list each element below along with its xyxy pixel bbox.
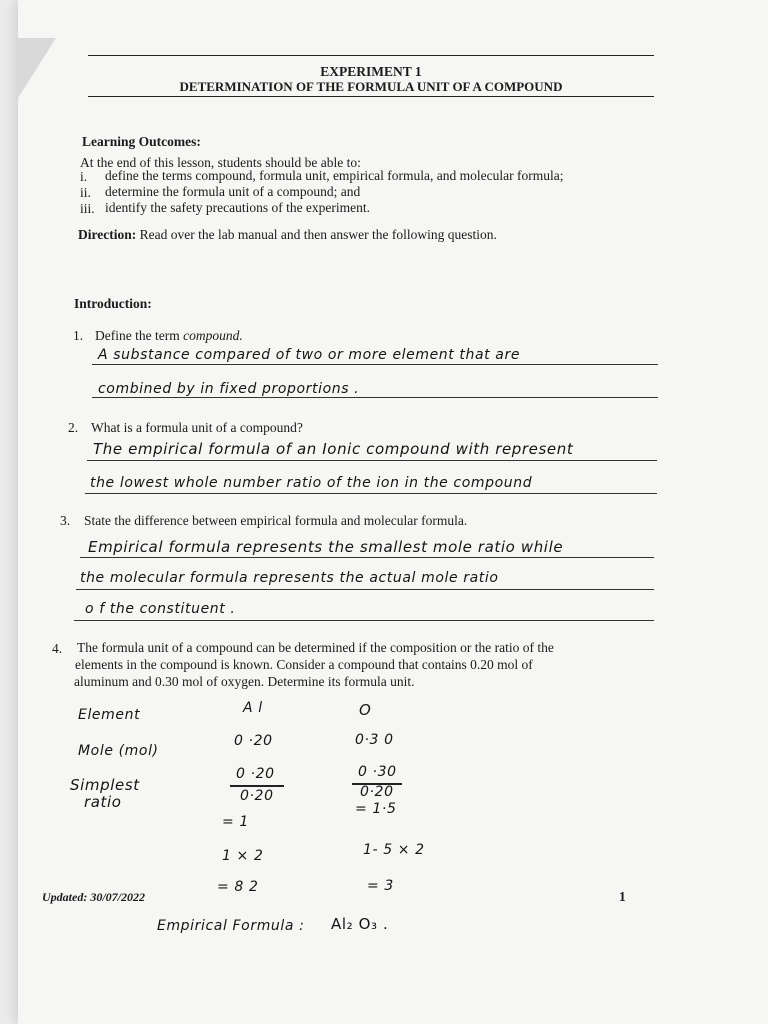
answer-rule xyxy=(76,589,654,590)
work-al-numerator: 0 ·20 xyxy=(236,766,275,782)
question-number: 4. xyxy=(52,641,63,656)
question-4-line-2: elements in the compound is known. Consider a compound that contains 0.20 mol of xyxy=(75,657,533,672)
question-2-text: What is a formula unit of a compound? xyxy=(91,420,303,435)
answer-rule xyxy=(85,493,657,494)
work-simplest-label-2: ratio xyxy=(84,793,122,811)
answer-2-line-2: the lowest whole number ratio of the ion in the compound xyxy=(90,475,533,491)
question-text: Define the term xyxy=(95,328,184,343)
answer-1-line-2: combined by in fixed proportions . xyxy=(98,381,360,397)
question-1-text xyxy=(95,328,243,344)
worksheet-page xyxy=(18,0,768,1024)
question-4-line-1: The formula unit of a compound can be determined if the composition or the ratio of the xyxy=(77,640,554,655)
work-element-label: Element xyxy=(78,707,141,723)
work-formula-label: Empirical Formula : xyxy=(157,918,305,934)
direction-line xyxy=(78,227,497,243)
question-3-text: State the difference between empirical formula and molecular formula. xyxy=(84,513,468,528)
experiment-title: DETERMINATION OF THE FORMULA UNIT OF A COMPOUND xyxy=(179,79,563,94)
question-number: 3. xyxy=(60,513,71,528)
outcome-item xyxy=(80,169,87,185)
answer-2-line-1: The empirical formula of an Ionic compound with represent xyxy=(93,440,574,458)
page-number: 1 xyxy=(619,889,626,904)
work-o-denominator: 0·20 xyxy=(360,784,394,800)
outcome-number: ii. xyxy=(80,185,91,200)
direction-label: Direction: xyxy=(78,227,137,242)
answer-3-line-1: Empirical formula represents the smallest mole ratio while xyxy=(88,538,564,556)
folded-corner-shadow xyxy=(18,38,56,98)
introduction-heading: Introduction: xyxy=(74,296,152,311)
outcome-number: i. xyxy=(80,169,88,184)
work-o-result: = 3 xyxy=(367,878,394,894)
work-al-denominator: 0·20 xyxy=(240,788,274,804)
work-al-result: = 8 2 xyxy=(217,879,259,895)
updated-date: Updated: 30/07/2022 xyxy=(42,890,145,904)
work-al-moles: 0 ·20 xyxy=(234,733,273,749)
work-o-symbol: O xyxy=(359,701,372,719)
answer-rule xyxy=(80,557,654,558)
answer-3-line-2: the molecular formula represents the actual mole ratio xyxy=(80,570,499,586)
work-formula-value: Al₂ O₃ . xyxy=(331,915,389,933)
answer-rule xyxy=(92,364,658,365)
header-bottom-rule xyxy=(88,96,654,97)
answer-1-line-1: A substance compared of two or more element that are xyxy=(98,347,521,363)
outcome-text: determine the formula unit of a compound; and xyxy=(105,184,361,199)
work-o-ratio: = 1·5 xyxy=(355,801,397,817)
outcome-text: identify the safety precautions of the experiment. xyxy=(105,200,371,215)
work-al-fraction-bar xyxy=(230,785,284,787)
work-al-ratio: = 1 xyxy=(222,814,249,830)
direction-text: Read over the lab manual and then answer the following question. xyxy=(139,227,497,242)
work-o-moles: 0·3 0 xyxy=(355,732,394,748)
work-o-numerator: 0 ·30 xyxy=(358,764,397,780)
learning-outcomes-heading: Learning Outcomes: xyxy=(82,134,201,149)
question-number: 2. xyxy=(68,420,79,435)
work-simplest-label-1: Simplest xyxy=(70,776,140,794)
outcome-text: define the terms compound, formula unit, empirical formula, and molecular formula; xyxy=(105,168,564,183)
experiment-number: EXPERIMENT 1 xyxy=(320,64,422,79)
question-4-line-3: aluminum and 0.30 mol of oxygen. Determine its formula unit. xyxy=(74,674,415,689)
header-top-rule xyxy=(88,55,654,56)
outcome-item xyxy=(80,185,91,201)
answer-rule xyxy=(92,397,658,398)
answer-rule xyxy=(87,460,657,461)
work-mole-label: Mole (mol) xyxy=(78,743,159,759)
question-term: compound. xyxy=(183,328,243,343)
outcome-item xyxy=(80,201,95,217)
work-o-multiply: 1- 5 × 2 xyxy=(363,842,425,858)
question-number: 1. xyxy=(73,328,84,343)
outcome-number: iii. xyxy=(80,201,95,216)
answer-3-line-3: o f the constituent . xyxy=(85,601,236,617)
work-al-symbol: A l xyxy=(243,700,263,716)
work-al-multiply: 1 × 2 xyxy=(222,848,264,864)
outcomes-intro: At the end of this lesson, students should be able to: xyxy=(80,155,361,170)
answer-rule xyxy=(74,620,654,621)
